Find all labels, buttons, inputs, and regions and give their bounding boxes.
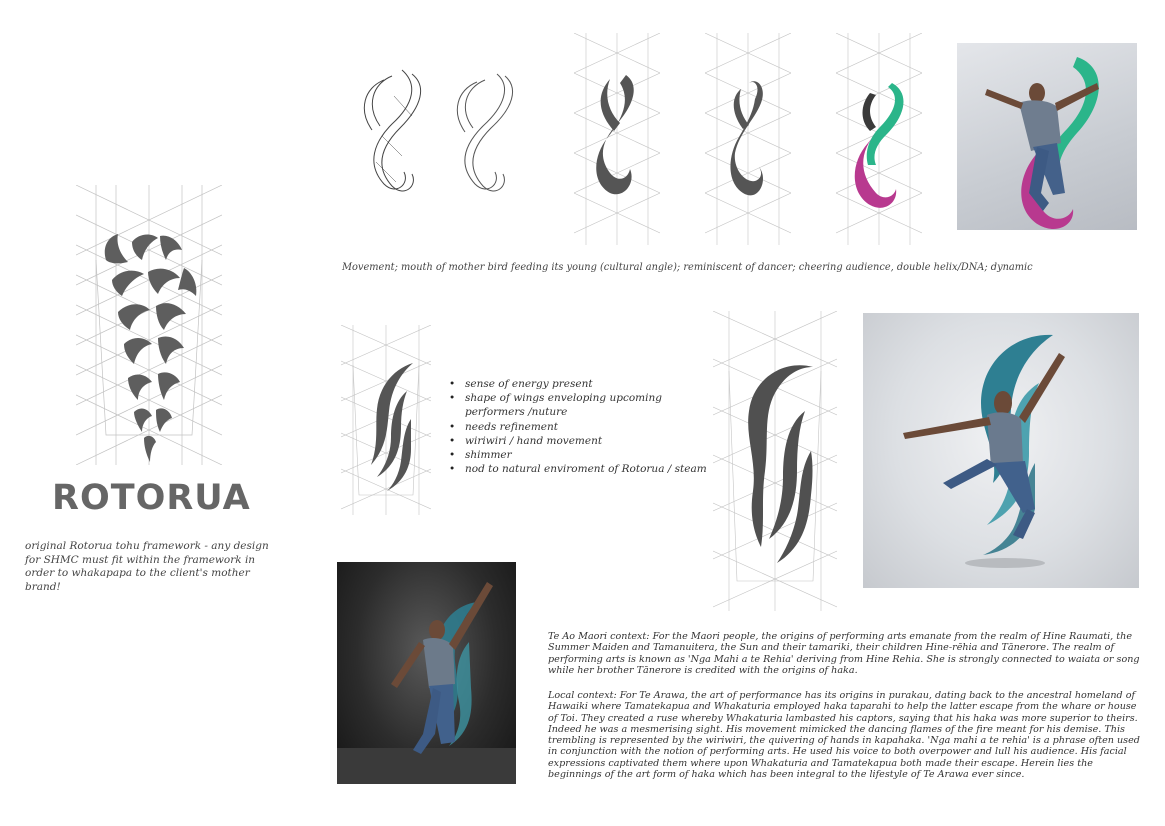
local-context-paragraph: Local context: For Te Arawa, the art of performance has its origins in purakau, dating back to the ancestral homeland of Hawaiki where Tamatekapua and Whakaturia employed haka taparahi to help the latter escape from the whare or house of Toi. They created a ruse whereby Whakaturia lambasted his captors, saying that his haka was more superior to theirs. Indeed he was a mesmerising sight. His movement mimicked the dancing flames of the fire meant for his demise. This trembling is represented by the wiriwiri, the quivering of hands in kapahaka. 'Nga mahi a te rehia' is a phrase often used in conjunction with the notion of performing arts. He used his voice to both overpower and lull his audience. His facial expressions captivated them where upon Whakaturia and Tamatekapua both made their escape. Herein lies the beginnings of the art form of haka which has been integral to the lifestyle of Te Arawa ever since. [548,690,1140,781]
wing-grid-large [713,311,837,611]
list-item: • nod to natural enviroment of Rotorua / steam [447,462,709,476]
framework-caption: original Rotorua tohu framework - any design for SHMC must fit within the framework in order to whakapapa to the client's mother brand! [25,540,269,593]
helix-sketch-2-icon [447,70,527,202]
list-item: • wiriwiri / hand movement [447,434,709,448]
helix-grid-2 [705,33,791,245]
helix-grid-1 [574,33,660,245]
helix-grid-3-color [836,33,922,245]
wing-grid-small [341,325,431,515]
design-notes-list [447,377,709,476]
dancer-photo-dark [337,562,516,784]
helix-sketch-1-icon [352,66,437,206]
list-item: • needs refinement [447,420,709,434]
movement-caption: Movement; mouth of mother bird feeding its young (cultural angle); reminiscent of dancer; cheering audience, double helix/DNA; dynamic [342,262,1033,273]
te-ao-maori-paragraph: Te Ao Maori context: For the Maori people, the origins of performing arts emanate from the realm of Hine Raumati, the Summer Maiden and Tamanuitera, the Sun and their tamariki, their children Hine-rēhia and Tānerore. The realm of performing arts is known as 'Nga Mahi a te Rehia' deriving from Hine Rehia. She is strongly connected to waiata or song while her brother Tānerore is credited with the origins of haka. [548,631,1140,676]
list-item: • shape of wings enveloping upcoming performers /nuture [447,391,709,419]
list-item: • sense of energy present [447,377,709,391]
rotorua-tohu-icon [98,232,202,464]
dancer-photo-wings [863,313,1139,588]
dancer-photo-helix [957,43,1137,230]
list-item: • shimmer [447,448,709,462]
rotorua-wordmark: ROTORUA [52,478,251,518]
